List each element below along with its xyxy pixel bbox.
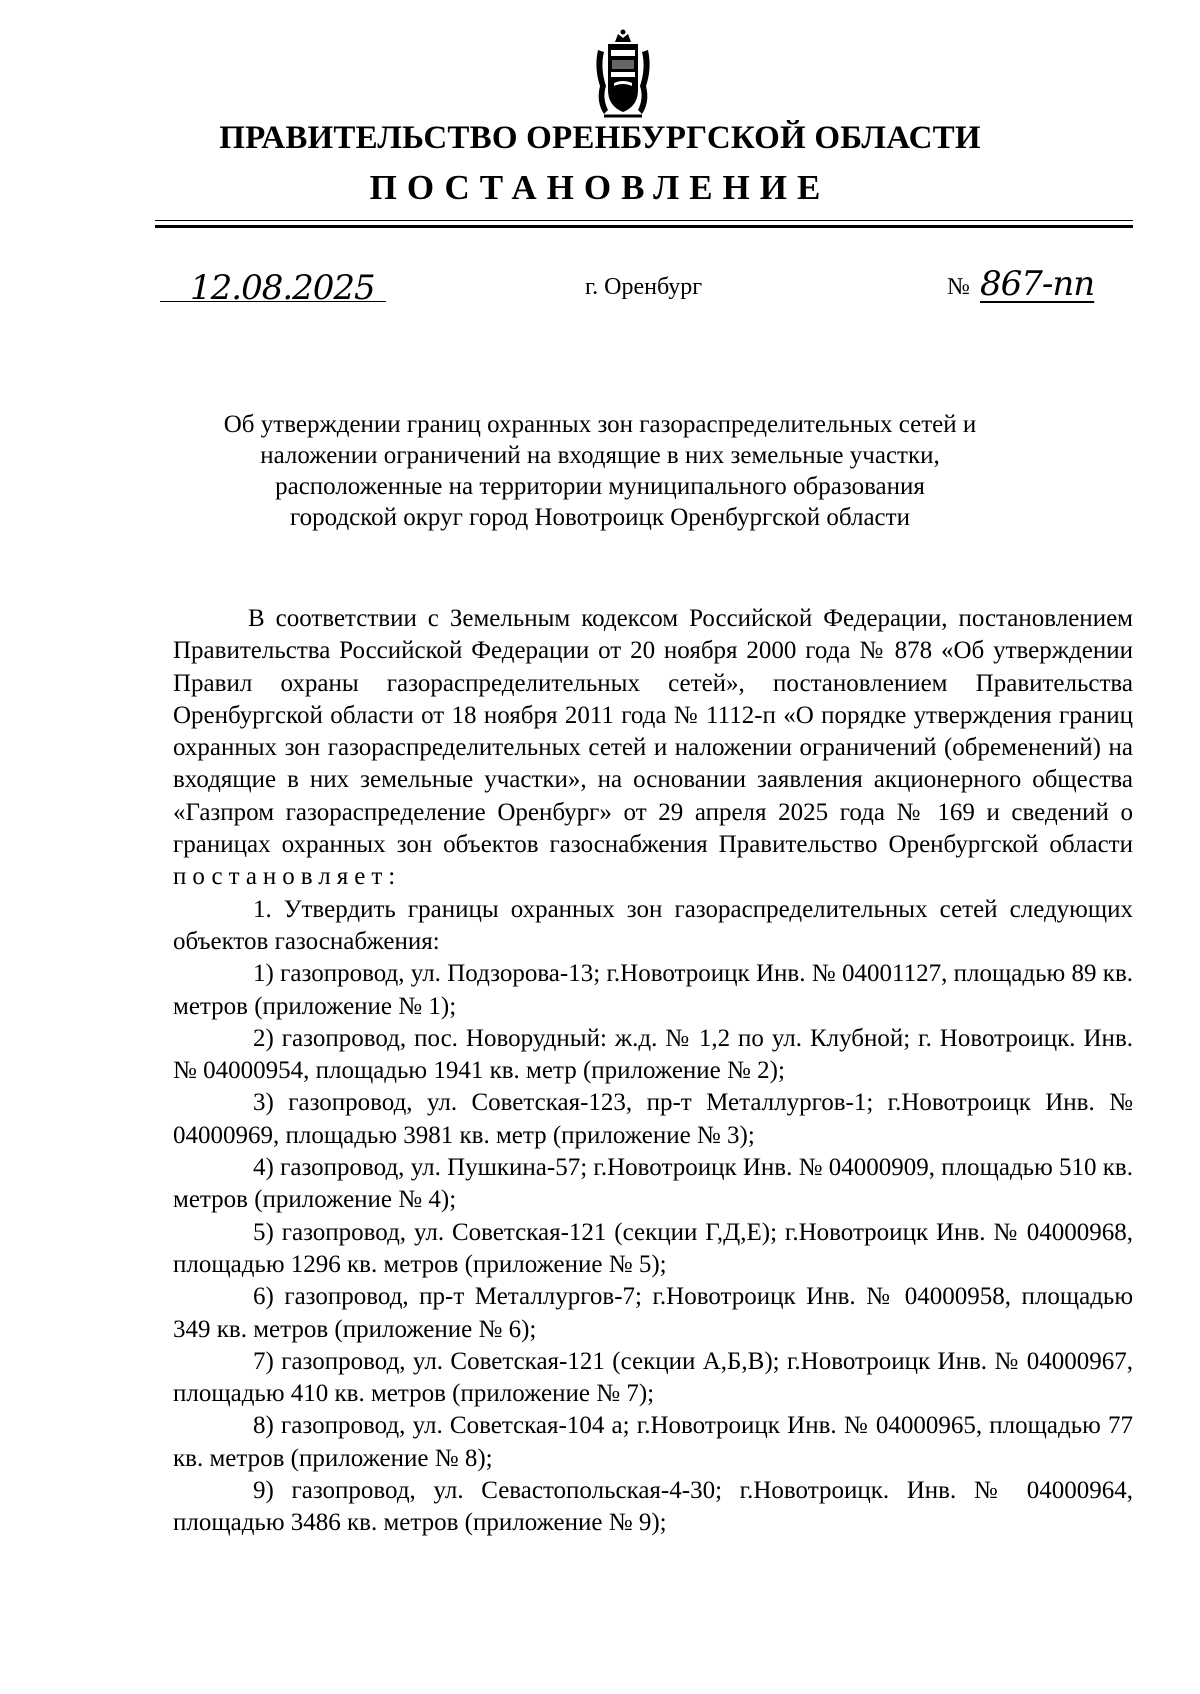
header-divider-thin xyxy=(155,220,1133,221)
list-item: 3) газопровод, ул. Советская-123, пр-т Металлургов-1; г.Новотроицк Инв. № 04000969, площадью 3981 кв. метр (приложение № 3); xyxy=(173,1089,1133,1149)
list-item: 6) газопровод, пр-т Металлургов-7; г.Новотроицк Инв. № 04000958, площадью 349 кв. метров (приложение № 6); xyxy=(173,1283,1133,1343)
list-item: 1) газопровод, ул. Подзорова-13; г.Новотроицк Инв. № 04001127, площадью 89 кв. метров (приложение № 1); xyxy=(173,960,1133,1020)
preamble-paragraph xyxy=(173,603,1133,894)
list-item: 8) газопровод, ул. Советская-104 а; г.Новотроицк Инв. № 04000965, площадью 77 кв. метров (приложение № 8); xyxy=(173,1412,1133,1472)
subject-line: Об утверждении границ охранных зон газораспределительных сетей и xyxy=(223,411,977,438)
list-item: 7) газопровод, ул. Советская-121 (секции А,Б,В); г.Новотроицк Инв. № 04000967, площадью 410 кв. метров (приложение № 7); xyxy=(173,1347,1133,1408)
preamble-text: В соответствии с Земельным кодексом Российской Федерации, постановлением Правительства Российской Федерации от 20 ноября 2000 года № 878 «Об утверждении Правил охраны газораспределительных сетей», постановлением Правительства Оренбургской области от 18 ноября 2011 года № 1112-п «О порядке утверждения границ охранных зон газораспределительных сетей и наложении ограничений (обременений) на входящие в них земельные участки», на основании заявления акционерного общества «Газпром газораспределение Оренбург» от 29 апреля 2025 года № 169 и сведений о границах охранных зон объектов газоснабжения Правительство Оренбургской области xyxy=(173,605,1133,859)
clause-1: 1. Утвердить границы охранных зон газораспределительных сетей следующих объектов газоснабжения: xyxy=(173,895,1133,955)
header-divider-thick xyxy=(155,225,1133,228)
decree-word: постановляет: xyxy=(173,863,402,891)
document-body xyxy=(173,603,1133,1540)
list-item: 4) газопровод, ул. Пушкина-57; г.Новотроицк Инв. № 04000909, площадью 510 кв. метров (приложение № 4); xyxy=(173,1154,1133,1214)
subject-line: городской округ город Новотроицк Оренбургской области xyxy=(290,504,910,531)
list-item: 9) газопровод, ул. Севастопольская-4-30; г.Новотроицк. Инв. № 04000964, площадью 3486 кв. метров (приложение № 9); xyxy=(173,1477,1133,1537)
document-city: г. Оренбург xyxy=(585,274,703,300)
document-date: 12.08.2025 xyxy=(190,268,375,308)
document-subject xyxy=(150,409,1050,533)
document-type-title: ПОСТАНОВЛЕНИЕ xyxy=(369,168,831,207)
subject-line: наложении ограничений на входящие в них земельные участки, xyxy=(260,442,940,469)
document-number: 867-пп xyxy=(980,264,1095,304)
document-number-label: № xyxy=(947,274,970,300)
coat-of-arms-icon xyxy=(594,28,652,120)
date-underline xyxy=(160,301,386,302)
list-item: 5) газопровод, ул. Советская-121 (секции Г,Д,Е); г.Новотроицк Инв. № 04000968, площадью 1296 кв. метров (приложение № 5); xyxy=(173,1218,1133,1278)
list-item: 2) газопровод, пос. Новорудный: ж.д. № 1,2 по ул. Клубной; г. Новотроицк. Инв. № 04000954, площадью 1941 кв. метр (приложение № 2); xyxy=(173,1024,1133,1085)
organization-title: ПРАВИТЕЛЬСТВО ОРЕНБУРГСКОЙ ОБЛАСТИ xyxy=(219,120,981,156)
subject-line: расположенные на территории муниципального образования xyxy=(275,473,925,500)
